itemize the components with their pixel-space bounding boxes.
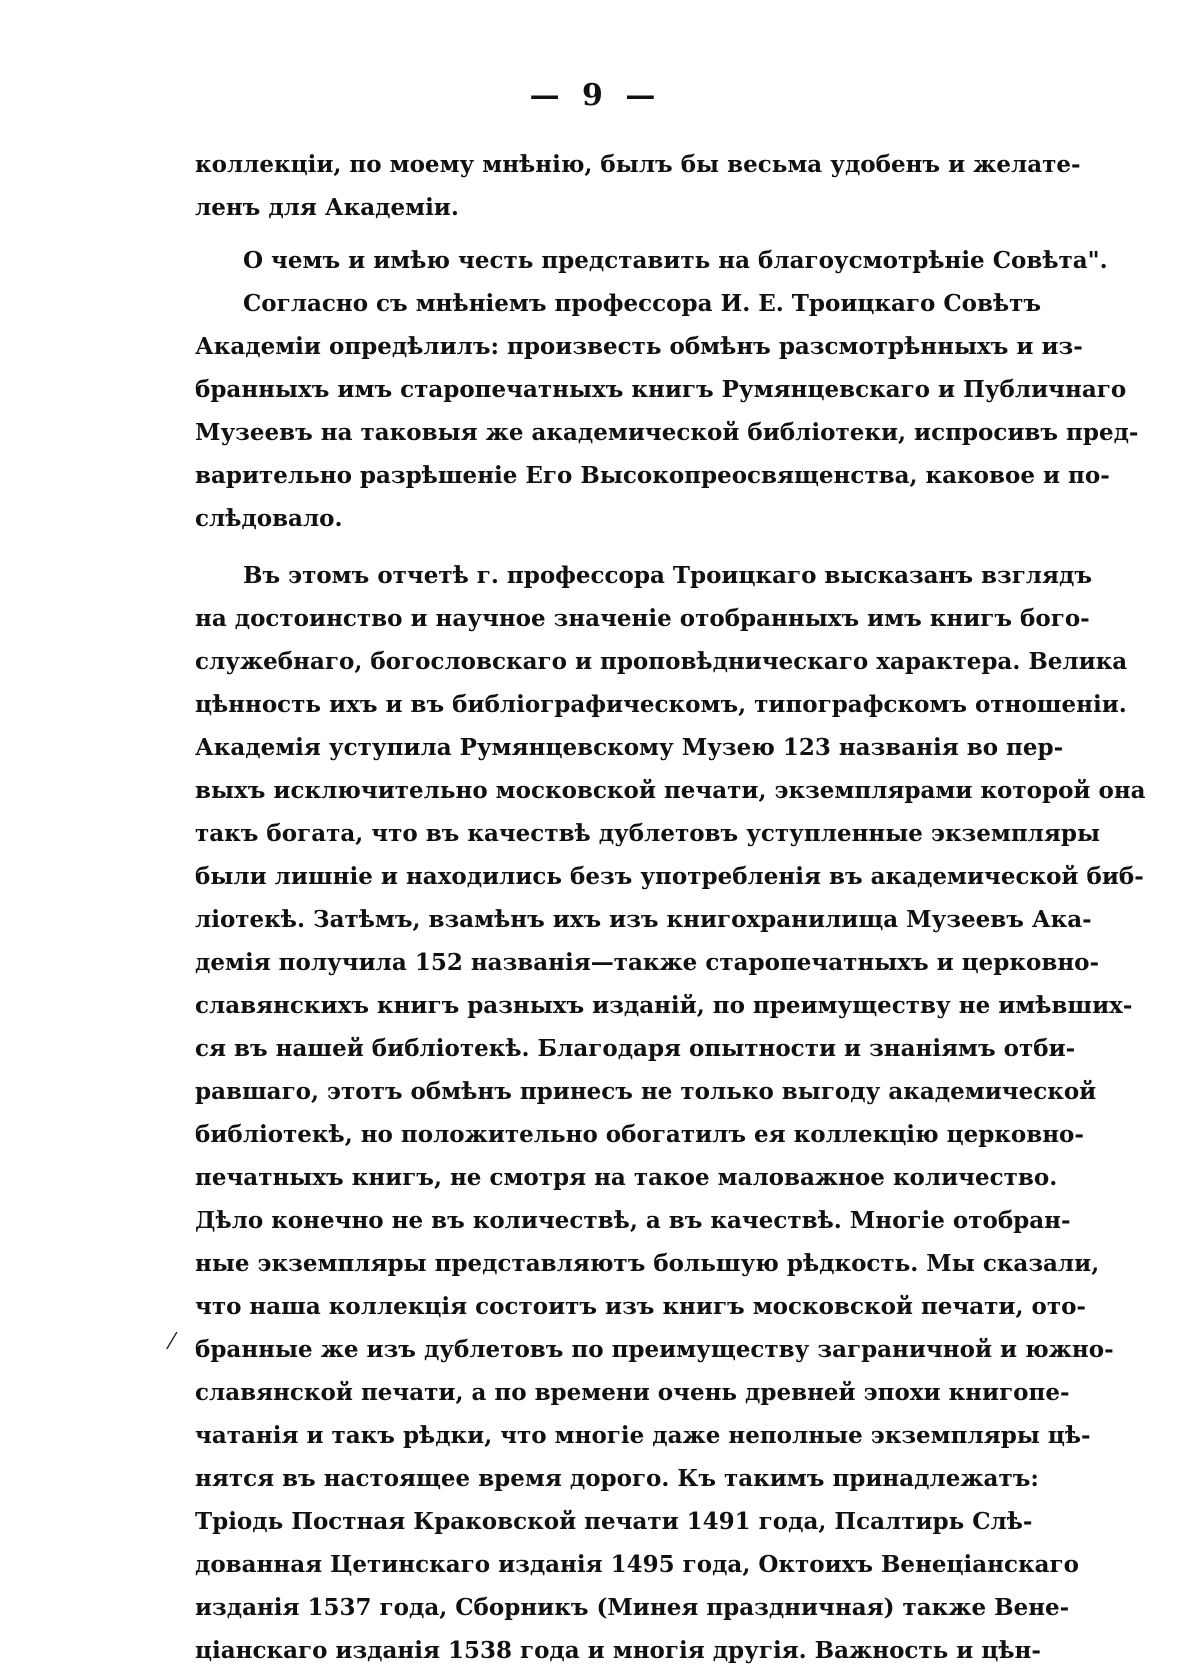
text-line: Дѣло конечно не въ количествѣ, а въ качествѣ. Многіе отобран- — [195, 1207, 1071, 1234]
text-line: Согласно съ мнѣніемъ профессора И. Е. Троицкаго Совѣтъ — [243, 290, 1042, 317]
text-line: цѣнность ихъ и въ библіографическомъ, типографскомъ отношеніи. — [195, 691, 1127, 718]
text-line: Музеевъ на таковыя же академической библіотеки, испросивъ пред- — [195, 419, 1139, 446]
text-line: бранные же изъ дублетовъ по преимуществу заграничной и южно- — [195, 1336, 1114, 1363]
text-line: ленъ для Академіи. — [195, 194, 459, 221]
text-line: Тріодь Постная Краковской печати 1491 года, Псалтирь Слѣ- — [195, 1508, 1033, 1535]
text-line: варительно разрѣшеніе Его Высокопреосвященства, каковое и по- — [195, 462, 1110, 489]
paragraph-1 — [195, 143, 1081, 229]
text-line: Академіи опредѣлилъ: произвесть обмѣнъ разсмотрѣнныхъ и из- — [195, 333, 1083, 360]
text-line: славянской печати, а по времени очень древней эпохи книгопе- — [195, 1379, 1070, 1406]
paragraph-2 — [195, 239, 1108, 282]
text-line: дованная Цетинскаго изданія 1495 года, Октоихъ Венеціанскаго — [195, 1551, 1079, 1578]
text-line: коллекціи, по моему мнѣнію, былъ бы весьма удобенъ и желате- — [195, 151, 1081, 178]
page-number: — 9 — — [529, 78, 662, 113]
text-line: славянскихъ книгъ разныхъ изданій, по преимуществу не имѣвших- — [195, 992, 1133, 1019]
text-line: что наша коллекція состоитъ изъ книгъ московской печати, ото- — [195, 1293, 1086, 1320]
text-line: слѣдовало. — [195, 505, 343, 532]
text-line: ные экземпляры представляютъ большую рѣдкость. Мы сказали, — [195, 1250, 1100, 1277]
body-text — [195, 143, 1146, 1672]
text-line: ся въ нашей библіотекѣ. Благодаря опытности и знаніямъ отби- — [195, 1035, 1076, 1062]
text-line: чатанія и такъ рѣдки, что многіе даже неполные экземпляры цѣ- — [195, 1422, 1091, 1449]
text-line: библіотекѣ, но положительно обогатилъ ея коллекцію церковно- — [195, 1121, 1084, 1148]
text-line: равшаго, этотъ обмѣнъ принесъ не только выгоду академической — [195, 1078, 1097, 1105]
text-line: ліотекѣ. Затѣмъ, взамѣнъ ихъ изъ книгохранилища Музеевъ Ака- — [195, 906, 1092, 933]
text-line: были лишніе и находились безъ употребленія въ академической биб- — [195, 863, 1144, 890]
text-line: ціанскаго изданія 1538 года и многія другія. Важность и цѣн- — [195, 1637, 1041, 1664]
margin-mark: ⁄ — [170, 1330, 174, 1355]
text-line: Академія уступила Румянцевскому Музею 123 названія во пер- — [195, 734, 1064, 761]
text-line: демія получила 152 названія—также старопечатныхъ и церковно- — [195, 949, 1100, 976]
text-line: О чемъ и имѣю честь представить на благоусмотрѣніе Совѣта". — [243, 247, 1108, 274]
paragraph-4 — [195, 554, 1146, 1672]
text-line: служебнаго, богословскаго и проповѣдническаго характера. Велика — [195, 648, 1128, 675]
text-line: выхъ исключительно московской печати, экземплярами которой она — [195, 777, 1146, 804]
text-line: такъ богата, что въ качествѣ дублетовъ уступленные экземпляры — [195, 820, 1101, 847]
text-line: бранныхъ имъ старопечатныхъ книгъ Румянцевскаго и Публичнаго — [195, 376, 1127, 403]
text-line: печатныхъ книгъ, не смотря на такое маловажное количество. — [195, 1164, 1058, 1191]
text-line: на достоинство и научное значеніе отобранныхъ имъ книгъ бого- — [195, 605, 1090, 632]
text-line: Въ этомъ отчетѣ г. профессора Троицкаго высказанъ взглядъ — [243, 562, 1092, 589]
paragraph-3 — [195, 282, 1139, 540]
text-line: изданія 1537 года, Сборникъ (Минея праздничная) также Вене- — [195, 1594, 1070, 1621]
text-line: нятся въ настоящее время дорого. Къ такимъ принадлежатъ: — [195, 1465, 1039, 1492]
